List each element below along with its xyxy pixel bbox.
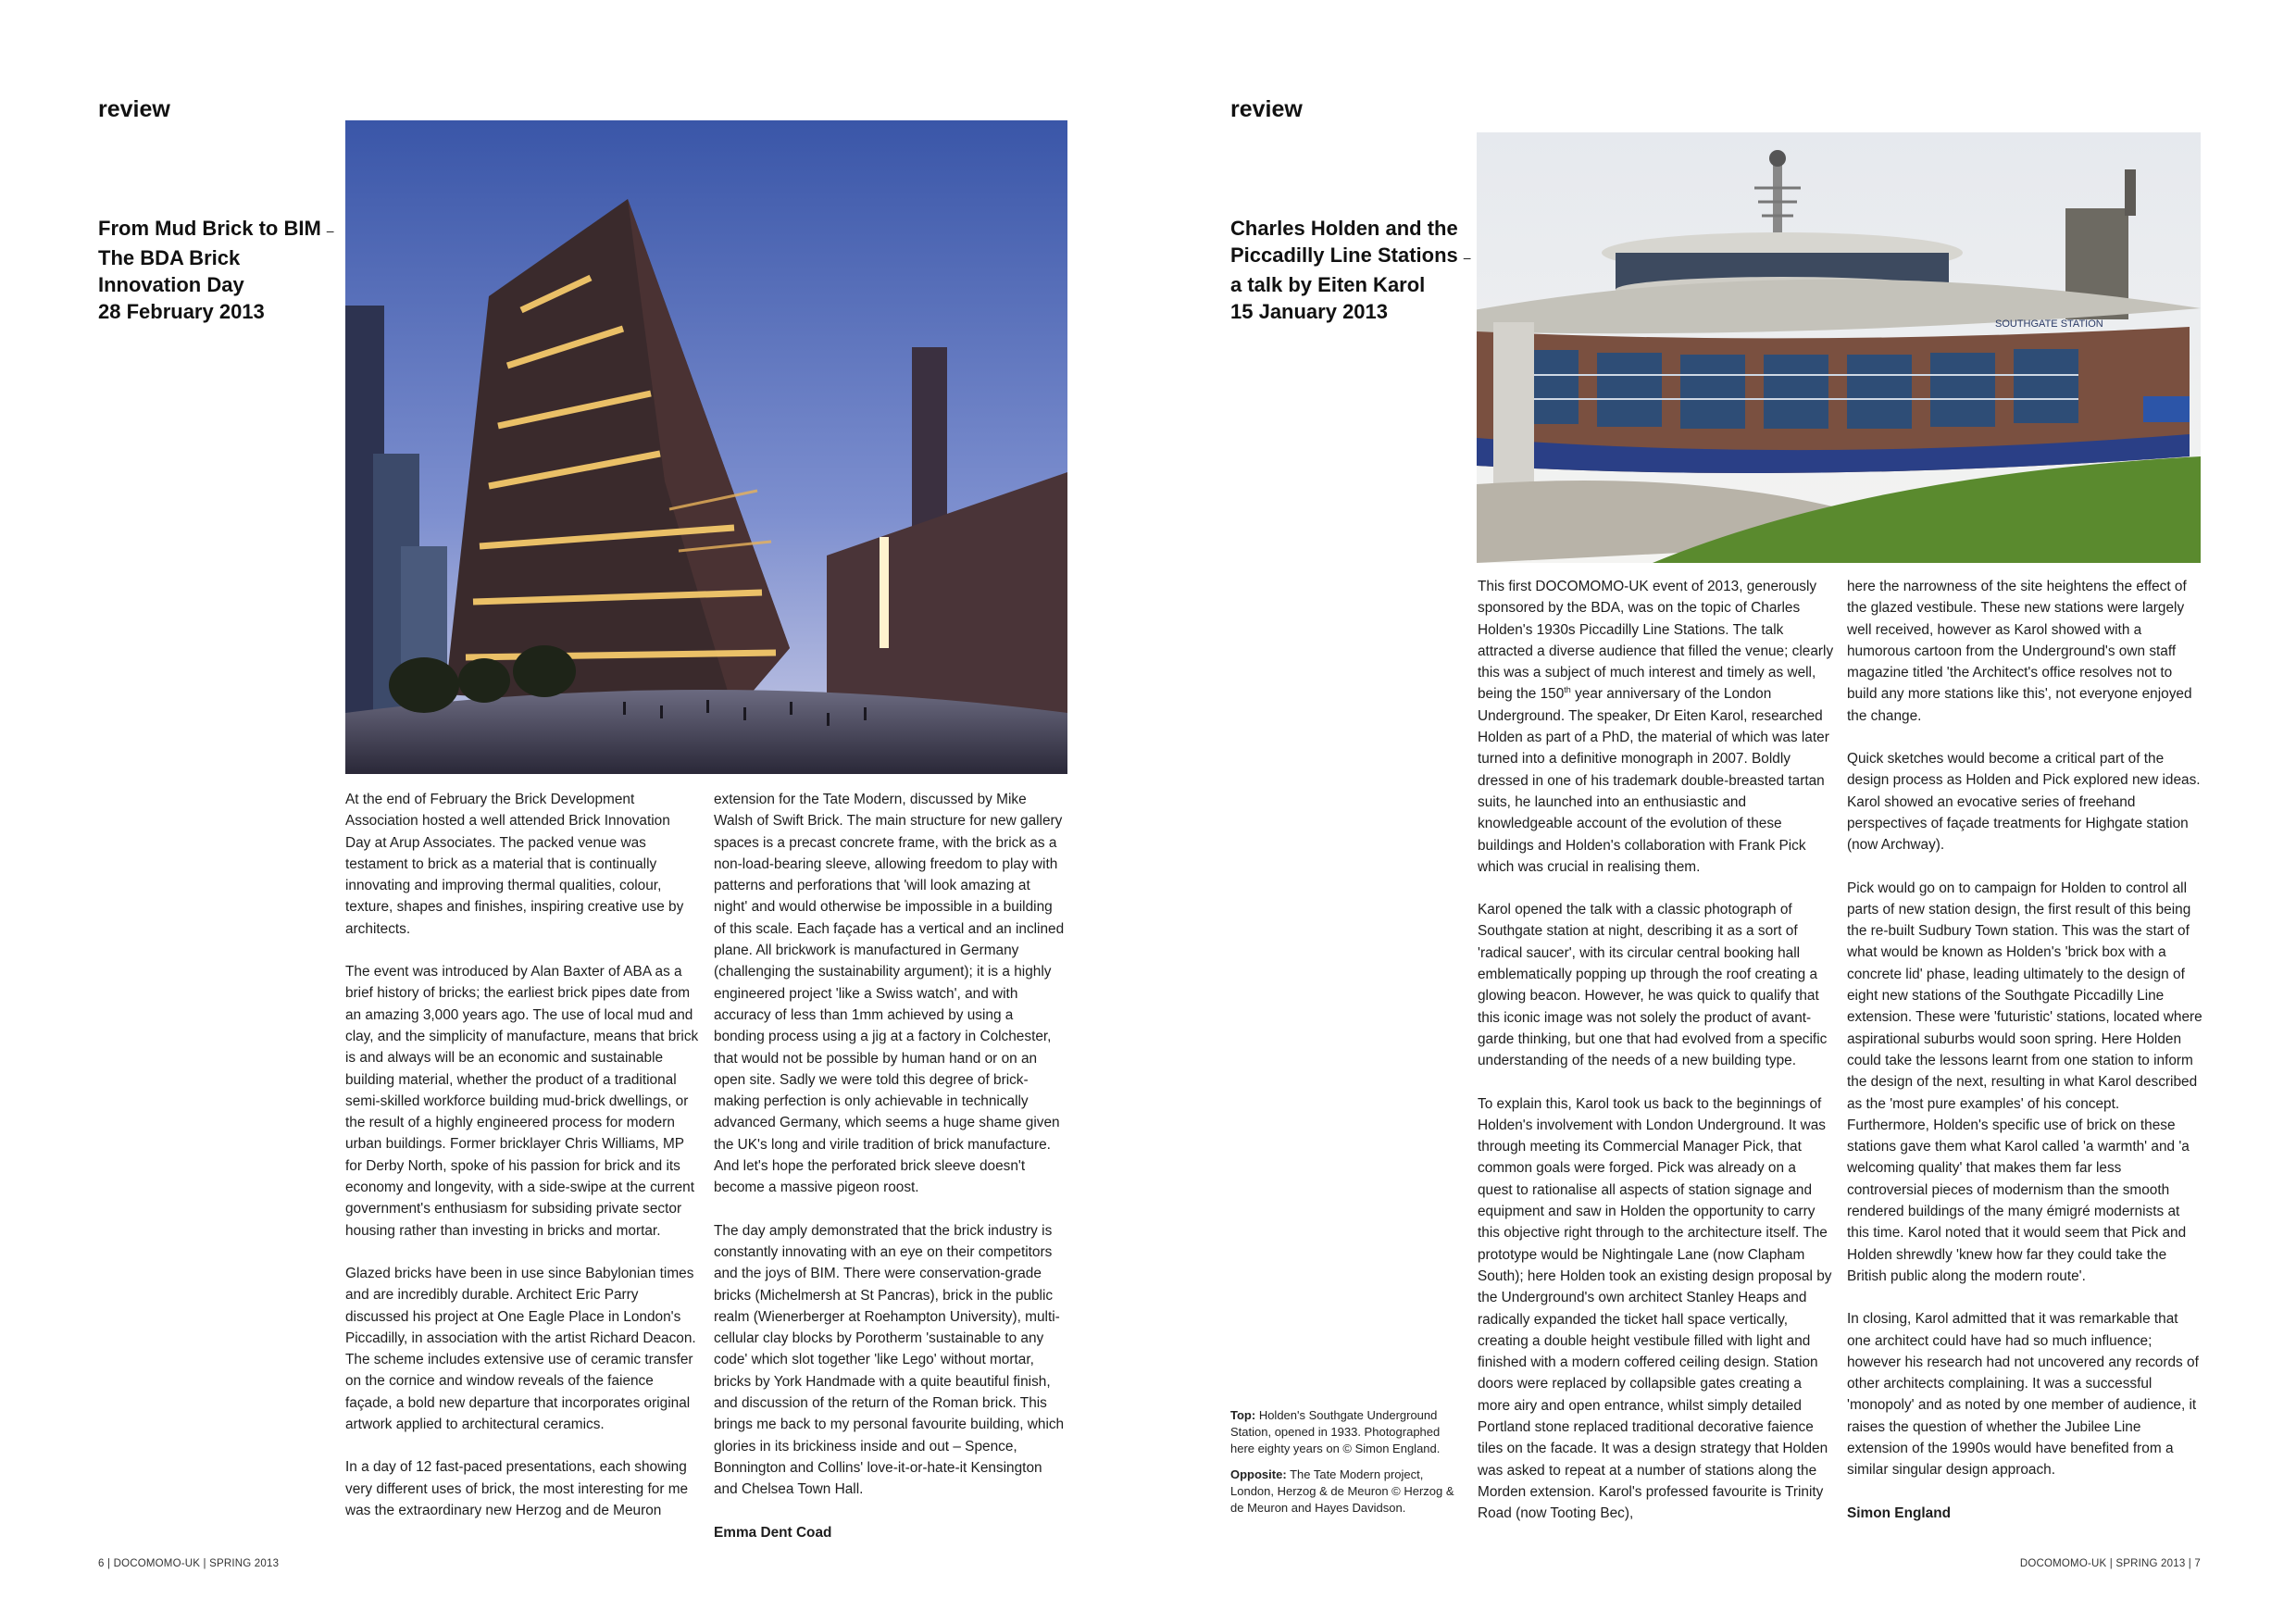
right-column-1 xyxy=(1478,576,1834,1524)
left-headline-dash: – xyxy=(326,223,334,238)
right-headline-dash: – xyxy=(1463,250,1471,265)
right-headline-line-1: Charles Holden and the xyxy=(1230,217,1458,240)
southgate-station-photo xyxy=(1477,132,2201,563)
right-headline-line-3: a talk by Eiten Karol xyxy=(1230,273,1426,296)
right-col1-p1-superscript: th xyxy=(1564,685,1571,695)
left-headline-line-1: From Mud Brick to BIM xyxy=(98,217,321,240)
right-col1-paragraph-2: Karol opened the talk with a classic photograph of Southgate station at night, describing it as a sort of 'radical saucer', with its circular central booking hall emblematically popping up through the roof creating a glowing beacon. However, he was quick to qualify that this iconic image was not solely the product of avant-garde thinking, but one that had evolved from a specific understanding of the needs of a new building type. xyxy=(1478,902,1828,1069)
left-headline xyxy=(98,215,339,325)
left-col1-paragraph-3: Glazed bricks have been in use since Babylonian times and are incredibly durable. Architect Eric Parry discussed his project at One Eagle Place in London's Piccadilly, in association with the artist Richard Deacon. The scheme includes extensive use of ceramic transfer on the cornice and window reveals of the faience façade, a bold new departure that incorporates original artwork applied to architectural ceramics. xyxy=(345,1265,696,1433)
caption-opposite-text: The Tate Modern project, London, Herzog & de Meuron © Herzog & de Meuron and Hayes Davidson. xyxy=(1230,1467,1454,1515)
left-col2-paragraph-1: extension for the Tate Modern, discussed by Mike Walsh of Swift Brick. The main structure for new gallery spaces is a precast concrete frame, with the brick as a non-load-bearing sleeve, allowing freedom to play with patterns and perforations that 'will look amazing at night' and would otherwise be impossible in a building of this scale. Each façade has a vertical and an inclined plane. All brickwork is manufactured in Germany (challenging the sustainability argument); it is a highly engineered project 'like a Swiss watch', and with accuracy of less than 1mm achieved by using a bonding process using a jig at a factory in Colchester, that would not be possible by human hand or on an open site. Sadly we were told this degree of brick-making perfection is only achievable in technically advanced Germany, which seems a huge shame given the UK's long and virile tradition of brick manufacture. And let's hope the perforated brick sleeve doesn't become a massive pigeon roost. xyxy=(714,792,1065,1196)
right-column-2 xyxy=(1847,576,2203,1524)
right-headline-line-2: Piccadilly Line Stations xyxy=(1230,243,1458,267)
right-author: Simon England xyxy=(1847,1504,1952,1521)
left-col1-paragraph-1: At the end of February the Brick Development Association hosted a well attended Brick Innovation Day at Arup Associates. The packed venue was testament to brick as a material that is continually innovating and improving thermal qualities, colour, texture, shapes and finishes, inspiring creative use by architects. xyxy=(345,792,684,937)
right-col2-paragraph-1: here the narrowness of the site heightens the effect of the glazed vestibule. These new stations were largely well received, however as Karol showed with a humorous cartoon from the Underground's own staff magazine titled 'the Architect's office resolves not to build any more stations like this', not everyone enjoyed the change. xyxy=(1847,579,2192,724)
caption-opposite xyxy=(1230,1467,1462,1517)
left-headline-line-4: 28 February 2013 xyxy=(98,300,265,323)
left-folio: 6 | DOCOMOMO-UK | SPRING 2013 xyxy=(98,1558,280,1569)
left-headline-line-2: The BDA Brick xyxy=(98,246,241,269)
station-sign: SOUTHGATE STATION xyxy=(1995,318,2103,330)
left-headline-line-3: Innovation Day xyxy=(98,273,244,296)
right-col1-p1-text-b: year anniversary of the London Underground. The speaker, Dr Eiten Karol, researched Holden as part of a PhD, the material of which was later turned into a definitive monograph in 2007. Boldly dressed in one of his trademark double-breasted tartan suits, he launched into an enthusiastic and knowledgeable account of the evolution of these buildings and Holden's collaboration with Frank Pick which was crucial in realising them. xyxy=(1478,686,1829,875)
right-section-label: review xyxy=(1230,96,1303,122)
left-column-1 xyxy=(345,789,699,1521)
right-headline-line-4: 15 January 2013 xyxy=(1230,300,1389,323)
right-col1-p1-text-a: This first DOCOMOMO-UK event of 2013, generously sponsored by the BDA, was on the topic of Charles Holden's 1930s Piccadilly Line Stations. The talk attracted a diverse audience that filled the venue; clearly this was a subject of much interest and timely as well, being the 150 xyxy=(1478,579,1834,703)
right-col2-paragraph-2: Quick sketches would become a critical part of the design process as Holden and Pick explored new ideas. Karol showed an evocative series of freehand perspectives of façade treatments for Highgate station (now Archway). xyxy=(1847,751,2201,854)
right-headline xyxy=(1230,215,1471,325)
left-col2-paragraph-2: The day amply demonstrated that the brick industry is constantly innovating with an eye on their competitors and the joys of BIM. There were conservation-grade bricks (Michelmersh at St Pancras), brick in the public realm (Wienerberger at Roehampton University), multi-cellular clay blocks by Porotherm 'sustainable to any code' which slot together 'like Lego' without mortar, bricks by York Handmade with a quite beautiful finish, and discussion of the return of the Roman brick. This brings me back to my personal favourite building, which glories in its brickiness inside and out – Spence, Bonnington and Collins' love-it-or-hate-it Kensington and Chelsea Town Hall. xyxy=(714,1222,1065,1498)
left-column-2 xyxy=(714,789,1067,1543)
right-col2-paragraph-3: Pick would go on to campaign for Holden to control all parts of new station design, the first result of this being the re-built Sudbury Town station. This was the start of what would be known as Holden's 'brick box with a concrete lid' phase, leading ultimately to the design of eight new stations of the Southgate Piccadilly Line extension. These were 'futuristic' stations, located where aspirational suburbs would soon spring. Here Holden could take the lessons learnt from one station to inform the design of the next, resulting in what Karol described as the 'most pure examples' of his concept. Furthermore, Holden's specific use of brick on these stations gave them what Karol called 'a warmth' and 'a welcoming quality' that makes them far less controversial pieces of modernism than the smooth rendered buildings of the many émigré modernists at this time. Karol noted that it would seem that Pick and Holden shrewdly 'knew how far they could take the British public along the modern route'. xyxy=(1847,880,2202,1284)
right-col1-paragraph-1 xyxy=(1478,576,1834,878)
caption-opposite-label: Opposite: xyxy=(1230,1467,1287,1481)
tate-modern-photo xyxy=(345,120,1067,774)
right-folio: DOCOMOMO-UK | SPRING 2013 | 7 xyxy=(2019,1558,2201,1569)
right-col1-paragraph-3: To explain this, Karol took us back to the beginnings of Holden's involvement with London Underground. It was through meeting its Commercial Manager Pick, that common goals were forged. Pick was already on a quest to rationalise all aspects of station signage and equipment and saw in Holden the opportunity to carry this objective right through to the architecture itself. The prototype would be Nightingale Lane (now Clapham South); here Holden took an existing design proposal by the Underground's own architect Stanley Heaps and radically expanded the ticket hall space vertically, creating a double height vestibule filled with light and finished with a modern coffered ceiling design. Station doors were replaced by collapsible gates creating a more airy and open entrance, whilst simply detailed Portland stone replaced traditional decorative faience tiles on the facade. It was a design strategy that Holden was asked to repeat at a number of stations along the Morden extension. Karol's professed favourite is Trinity Road (now Tooting Bec), xyxy=(1478,1095,1832,1522)
captions xyxy=(1230,1407,1462,1526)
caption-top-label: Top: xyxy=(1230,1408,1256,1422)
left-col1-paragraph-2: The event was introduced by Alan Baxter of ABA as a brief history of bricks; the earliest brick pipes date from an amazing 3,000 years ago. The use of local mud and clay, and the simplicity of manufacture, means that brick is and always will be an economic and sustainable building material, whether the product of a traditional semi-skilled workforce building mud-brick dwellings, or the result of a highly engineered process for modern urban buildings. Former bricklayer Chris Williams, MP for Derby North, spoke of his passion for brick and its economy and longevity, with a side-swipe at the current government's enthusiasm for subsiding private sector housing rather than investing in bricks and mortar. xyxy=(345,964,699,1239)
left-author: Emma Dent Coad xyxy=(714,1524,832,1541)
left-col1-paragraph-4: In a day of 12 fast-paced presentations, each showing very different uses of brick, the most interesting for me was the extraordinary new Herzog and de Meuron xyxy=(345,1459,689,1518)
caption-top xyxy=(1230,1407,1462,1457)
right-col2-paragraph-4: In closing, Karol admitted that it was remarkable that one architect could have had so much influence; however his research had not uncovered any records of other architects complaining. It was a successful 'monopoly' and as noted by one member of audience, it raises the question of whether the Jubilee Line extension of the 1990s would have benefited from a similar singular design approach. xyxy=(1847,1311,2199,1479)
left-section-label: review xyxy=(98,96,170,122)
caption-top-text: Holden's Southgate Underground Station, opened in 1933. Photographed here eighty years on © Simon England. xyxy=(1230,1408,1441,1455)
